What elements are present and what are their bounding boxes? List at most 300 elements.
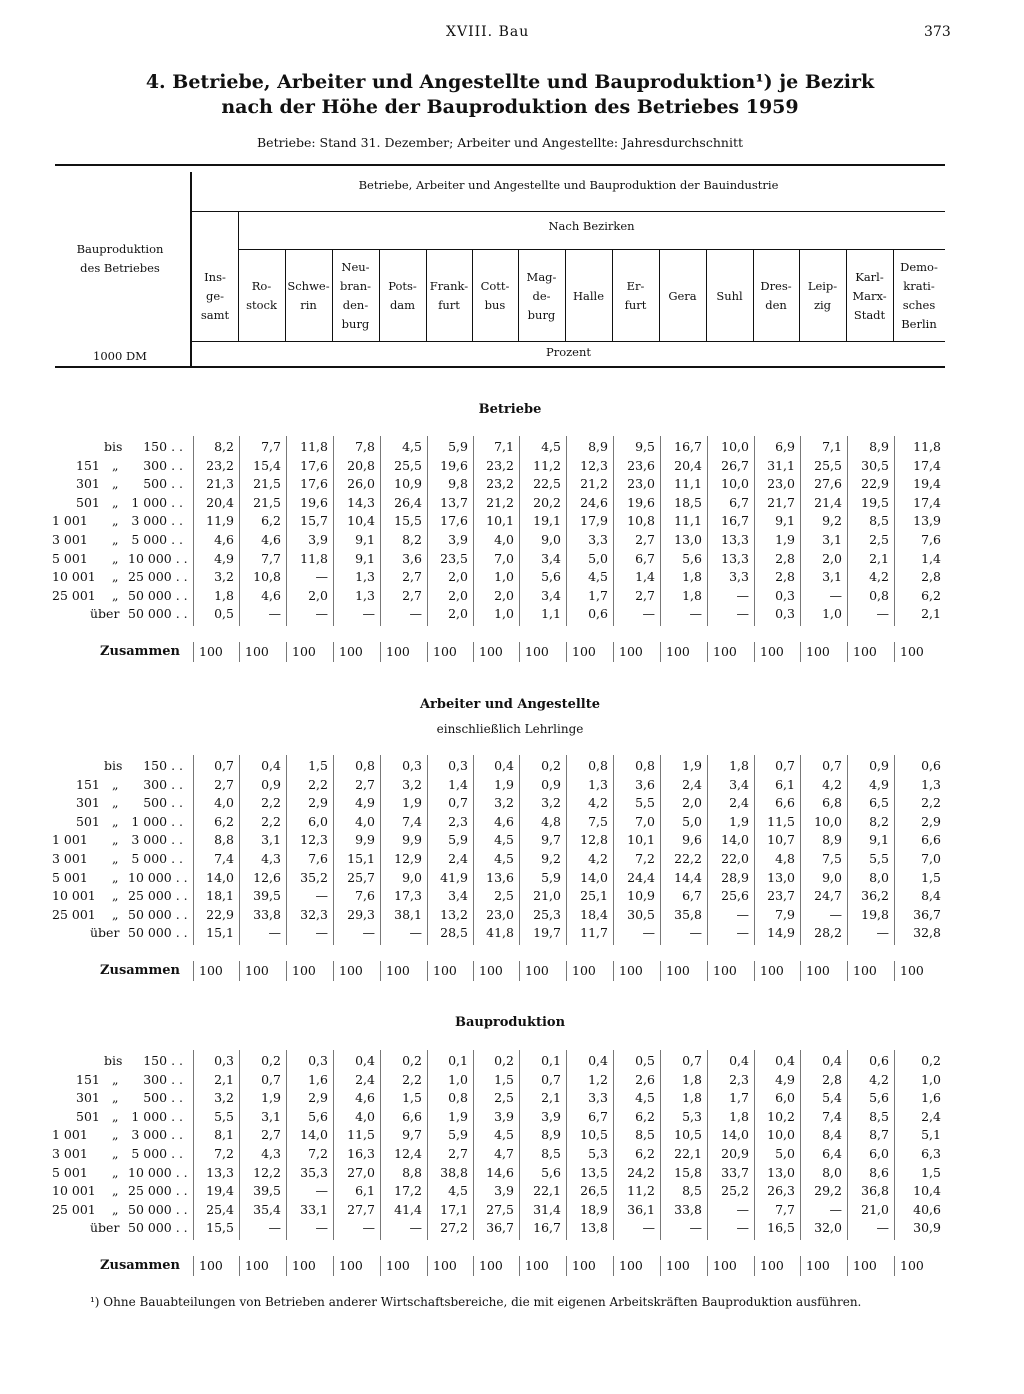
table-cell: 19,6 (627, 494, 655, 510)
section-column-guide (566, 436, 567, 626)
table-cell: 7,0 (494, 550, 514, 566)
table-cell: 8,0 (822, 1164, 842, 1180)
row-label-mid: „ (112, 1090, 119, 1106)
table-cell: 0,9 (541, 776, 561, 792)
table-cell: — (362, 925, 375, 941)
table-cell: 9,9 (355, 832, 375, 848)
table-cell: 2,5 (494, 888, 514, 904)
table-cell: 6,6 (921, 832, 941, 848)
total-column-guide (239, 961, 240, 981)
table-cell: 5,6 (308, 1108, 328, 1124)
table-cell: 24,6 (580, 494, 608, 510)
table-cell: 8,2 (214, 439, 234, 454)
section-column-guide (566, 755, 567, 945)
table-cell: 30,5 (627, 906, 655, 922)
table-cell: 35,8 (674, 906, 702, 922)
table-cell: — (736, 1220, 749, 1236)
table-cell: 8,8 (214, 832, 234, 848)
table-cell: 13,2 (440, 906, 468, 922)
table-cell: 17,2 (394, 1183, 422, 1199)
table-cell: 10,9 (627, 888, 655, 904)
table-cell: 7,4 (402, 813, 422, 829)
table-cell: 2,9 (308, 1090, 328, 1106)
total-column-guide (566, 1256, 567, 1276)
total-cell: 100 (245, 644, 269, 659)
total-cell: 100 (760, 1258, 784, 1273)
table-cell: — (409, 925, 422, 941)
total-column-guide (800, 642, 801, 662)
total-cell: 100 (292, 963, 316, 978)
column-header: Er- furt (624, 279, 647, 312)
table-cell: 41,8 (486, 925, 514, 941)
header-rule-group (192, 211, 945, 212)
table-cell: 11,5 (767, 813, 795, 829)
row-label-mid: „ (112, 1201, 119, 1217)
page-number: 373 (924, 24, 951, 40)
table-cell: 2,7 (635, 532, 655, 547)
row-label-to: 50 000 . . (128, 925, 188, 941)
table-cell: 22,1 (674, 1146, 702, 1161)
table-cell: 2,5 (869, 532, 889, 547)
row-label-mid: „ (112, 795, 119, 811)
table-cell: 27,5 (486, 1201, 514, 1217)
table-cell: 1,1 (541, 606, 561, 622)
table-cell: 27,7 (347, 1201, 375, 1217)
total-column-guide (800, 1256, 801, 1276)
table-cell: 19,1 (533, 513, 561, 529)
table-cell: 2,1 (921, 606, 941, 622)
table-cell: 0,4 (261, 758, 281, 773)
total-cell: 100 (433, 644, 457, 659)
total-cell: 100 (199, 644, 223, 659)
table-cell: 24,7 (814, 888, 842, 904)
table-cell: 2,3 (448, 813, 468, 829)
total-cell: 100 (760, 644, 784, 659)
table-cell: 0,2 (541, 758, 561, 773)
table-cell: 6,5 (869, 795, 889, 811)
table-cell: 6,0 (775, 1090, 795, 1106)
table-cell: 23,2 (486, 457, 514, 473)
table-cell: 17,3 (394, 888, 422, 904)
table-cell: 3,4 (448, 888, 468, 904)
table-cell: 3,4 (541, 550, 561, 566)
table-cell: 4,5 (541, 439, 561, 454)
table-cell: 16,7 (533, 1220, 561, 1236)
table-cell: 3,4 (541, 587, 561, 603)
table-cell: 1,3 (921, 776, 941, 792)
header-rule-bottom (55, 366, 945, 368)
table-cell: 3,2 (214, 569, 234, 585)
table-cell: 21,3 (206, 476, 234, 492)
row-label-to: 50 000 . . (128, 1201, 188, 1217)
stub-unit: 1000 DM (93, 349, 147, 363)
header-rule-districts (238, 249, 945, 250)
table-cell: 4,3 (261, 851, 281, 866)
table-cell: — (362, 606, 375, 622)
table-cell: — (736, 606, 749, 622)
table-cell: 36,1 (627, 1201, 655, 1217)
table-cell: 14,0 (721, 1127, 749, 1143)
table-cell: 4,6 (355, 1090, 375, 1106)
table-cell: 10,9 (394, 476, 422, 492)
table-cell: 1,0 (494, 606, 514, 622)
total-cell: 100 (433, 1258, 457, 1273)
table-cell: 25,5 (814, 457, 842, 473)
table-cell: 0,2 (402, 1053, 422, 1068)
table-cell: 1,5 (921, 1164, 941, 1180)
table-cell: 22,5 (533, 476, 561, 492)
table-cell: — (829, 906, 842, 922)
table-cell: 32,3 (300, 906, 328, 922)
table-cell: 26,3 (767, 1183, 795, 1199)
table-cell: 23,6 (627, 457, 655, 473)
row-label-mid: „ (112, 532, 119, 547)
table-cell: 13,5 (580, 1164, 608, 1180)
section-column-guide (380, 436, 381, 626)
table-cell: 0,7 (775, 758, 795, 773)
total-column-guide (333, 1256, 334, 1276)
total-cell: 100 (900, 1258, 924, 1273)
row-label-to: 3 000 . . (131, 513, 183, 529)
total-row-label: Zusammen (100, 1258, 180, 1273)
table-cell: 22,1 (533, 1183, 561, 1199)
header-rule-top (55, 164, 945, 166)
table-cell: 5,1 (921, 1127, 941, 1143)
table-cell: — (689, 925, 702, 941)
table-cell: — (689, 1220, 702, 1236)
table-cell: 11,8 (300, 439, 328, 454)
total-column-guide (754, 642, 755, 662)
table-cell: 5,9 (541, 869, 561, 885)
table-cell: — (876, 1220, 889, 1236)
total-column-guide (519, 642, 520, 662)
row-label-mid: über (90, 606, 120, 622)
total-cell: 100 (853, 1258, 877, 1273)
table-cell: 28,2 (814, 925, 842, 941)
total-column-guide (894, 961, 895, 981)
total-cell: 100 (713, 963, 737, 978)
table-cell: 0,8 (355, 758, 375, 773)
table-cell: 1,4 (448, 776, 468, 792)
row-label-to: 500 . . (143, 795, 183, 811)
table-cell: 0,9 (869, 758, 889, 773)
section-column-guide (894, 436, 895, 626)
table-cell: 38,8 (440, 1164, 468, 1180)
table-cell: 1,9 (448, 1108, 468, 1124)
table-cell: 12,6 (253, 869, 281, 885)
table-cell: 0,4 (822, 1053, 842, 1068)
table-cell: 0,1 (541, 1053, 561, 1068)
table-cell: 8,5 (541, 1146, 561, 1161)
table-cell: 13,6 (486, 869, 514, 885)
table-cell: 1,5 (308, 758, 328, 773)
total-column-guide (566, 961, 567, 981)
table-cell: 9,8 (448, 476, 468, 492)
table-cell: 26,7 (721, 457, 749, 473)
table-cell: 4,2 (588, 851, 608, 866)
table-cell: 7,8 (355, 439, 375, 454)
table-cell: 4,5 (588, 569, 608, 585)
section-column-guide (519, 436, 520, 626)
table-cell: 2,7 (355, 776, 375, 792)
table-cell: 4,5 (494, 851, 514, 866)
total-column-guide (380, 1256, 381, 1276)
total-column-guide (847, 1256, 848, 1276)
table-cell: 39,5 (253, 888, 281, 904)
table-cell: 13,9 (913, 513, 941, 529)
total-cell: 100 (479, 644, 503, 659)
table-cell: 7,7 (261, 439, 281, 454)
table-cell: 2,7 (214, 776, 234, 792)
table-cell: 3,9 (541, 1108, 561, 1124)
total-column-guide (613, 961, 614, 981)
table-cell: 2,2 (402, 1071, 422, 1087)
table-cell: 25,1 (580, 888, 608, 904)
table-cell: 0,2 (494, 1053, 514, 1068)
table-subtitle: Betriebe: Stand 31. Dezember; Arbeiter und Angestellte: Jahresdurchschnitt (257, 135, 743, 150)
row-label-from: 10 001 (52, 569, 96, 585)
row-label-mid: über (90, 925, 120, 941)
section-column-guide (380, 1050, 381, 1240)
section-column-guide (894, 1050, 895, 1240)
table-cell: 5,0 (682, 813, 702, 829)
table-cell: 23,0 (486, 906, 514, 922)
row-label-mid: „ (112, 457, 119, 473)
table-cell: 9,1 (869, 832, 889, 848)
total-column-guide (894, 1256, 895, 1276)
total-column-guide (754, 1256, 755, 1276)
table-cell: 1,9 (729, 813, 749, 829)
section-column-guide (333, 1050, 334, 1240)
row-label-mid: „ (112, 813, 119, 829)
table-cell: 4,5 (494, 832, 514, 848)
table-cell: 10,0 (721, 439, 749, 454)
table-cell: 2,9 (308, 795, 328, 811)
total-column-guide (707, 642, 708, 662)
total-column-guide (427, 961, 428, 981)
table-cell: 5,6 (682, 550, 702, 566)
table-cell: 6,7 (729, 494, 749, 510)
table-cell: 15,8 (674, 1164, 702, 1180)
table-cell: 0,6 (869, 1053, 889, 1068)
total-column-guide (660, 961, 661, 981)
table-cell: 5,0 (588, 550, 608, 566)
table-cell: 23,5 (440, 550, 468, 566)
table-cell: 7,2 (635, 851, 655, 866)
column-header: Ins- ge- samt (200, 269, 230, 322)
section-column-guide (707, 755, 708, 945)
row-label-to: 25 000 . . (128, 888, 188, 904)
table-cell: 7,5 (588, 813, 608, 829)
section-column-guide (847, 755, 848, 945)
table-cell: 2,2 (308, 776, 328, 792)
table-cell: 10,1 (627, 832, 655, 848)
table-cell: 15,5 (206, 1220, 234, 1236)
total-cell: 100 (339, 1258, 363, 1273)
table-cell: 2,2 (921, 795, 941, 811)
table-cell: 2,8 (775, 550, 795, 566)
column-header: Halle (572, 288, 605, 303)
table-cell: 4,0 (494, 532, 514, 547)
table-cell: 10,0 (721, 476, 749, 492)
table-cell: 21,7 (767, 494, 795, 510)
table-cell: 4,2 (822, 776, 842, 792)
table-cell: 4,0 (355, 813, 375, 829)
total-column-guide (660, 642, 661, 662)
table-cell: 8,9 (541, 1127, 561, 1143)
table-cell: 21,0 (533, 888, 561, 904)
table-cell: 13,3 (206, 1164, 234, 1180)
row-label-mid: „ (112, 832, 119, 848)
row-label-from: 151 (76, 457, 100, 473)
table-cell: 14,0 (580, 869, 608, 885)
table-cell: 0,2 (921, 1053, 941, 1068)
table-cell: 19,4 (913, 476, 941, 492)
table-cell: 2,1 (541, 1090, 561, 1106)
row-label-to: 10 000 . . (128, 869, 188, 885)
total-column-guide (380, 642, 381, 662)
table-cell: 25,2 (721, 1183, 749, 1199)
table-cell: 3,2 (214, 1090, 234, 1106)
table-cell: 6,2 (261, 513, 281, 529)
row-label-mid: „ (112, 513, 119, 529)
table-cell: 0,4 (355, 1053, 375, 1068)
table-cell: 9,2 (822, 513, 842, 529)
table-cell: 9,9 (402, 832, 422, 848)
table-cell: 0,7 (448, 795, 468, 811)
table-cell: 11,1 (674, 476, 702, 492)
table-cell: 5,5 (869, 851, 889, 866)
table-cell: 2,0 (682, 795, 702, 811)
total-column-guide (566, 642, 567, 662)
table-cell: 5,6 (541, 569, 561, 585)
table-cell: 1,8 (682, 1090, 702, 1106)
table-cell: 2,0 (308, 587, 328, 603)
section-column-guide (660, 436, 661, 626)
row-label-mid: „ (112, 1127, 119, 1143)
table-cell: 35,3 (300, 1164, 328, 1180)
total-cell: 100 (619, 1258, 643, 1273)
table-cell: 3,9 (494, 1183, 514, 1199)
table-cell: 6,8 (822, 795, 842, 811)
table-cell: 11,9 (206, 513, 234, 529)
table-cell: 13,3 (721, 550, 749, 566)
table-cell: 18,4 (580, 906, 608, 922)
table-cell: 6,7 (588, 1108, 608, 1124)
table-cell: 15,5 (394, 513, 422, 529)
table-cell: 33,8 (674, 1201, 702, 1217)
table-cell: 1,2 (588, 1071, 608, 1087)
table-cell: 29,3 (347, 906, 375, 922)
row-label-to: 300 . . (143, 1071, 183, 1087)
section-column-guide (847, 436, 848, 626)
total-column-guide (519, 961, 520, 981)
table-cell: 1,7 (729, 1090, 749, 1106)
table-cell: — (315, 1220, 328, 1236)
table-cell: 0,8 (635, 758, 655, 773)
table-cell: 0,6 (921, 758, 941, 773)
section-column-guide (800, 436, 801, 626)
table-cell: 33,8 (253, 906, 281, 922)
row-label-mid: „ (112, 569, 119, 585)
table-cell: 32,0 (814, 1220, 842, 1236)
row-label-from: 1 001 (52, 832, 88, 848)
table-cell: 2,1 (869, 550, 889, 566)
table-cell: 15,7 (300, 513, 328, 529)
table-cell: 6,1 (355, 1183, 375, 1199)
column-header: Ro- stock (246, 279, 277, 312)
row-label-from: 501 (76, 494, 100, 510)
table-cell: 0,7 (541, 1071, 561, 1087)
section-column-guide (566, 1050, 567, 1240)
column-header: Demo- krati- sches Berlin (900, 260, 938, 331)
total-column-guide (707, 1256, 708, 1276)
table-cell: 6,1 (775, 776, 795, 792)
total-cell: 100 (386, 963, 410, 978)
table-cell: 6,7 (682, 888, 702, 904)
table-cell: 9,0 (541, 532, 561, 547)
table-cell: 28,9 (721, 869, 749, 885)
table-cell: 19,6 (300, 494, 328, 510)
table-cell: 1,4 (921, 550, 941, 566)
table-cell: 21,5 (253, 494, 281, 510)
section-column-guide (707, 1050, 708, 1240)
table-cell: 2,7 (448, 1146, 468, 1161)
table-cell: 7,2 (308, 1146, 328, 1161)
row-label-to: 150 . . (143, 758, 183, 773)
table-cell: 32,8 (913, 925, 941, 941)
table-cell: 1,5 (921, 869, 941, 885)
row-label-mid: „ (112, 906, 119, 922)
total-column-guide (286, 961, 287, 981)
total-column-guide (286, 1256, 287, 1276)
table-cell: 8,5 (869, 513, 889, 529)
table-cell: 3,1 (261, 832, 281, 848)
total-column-guide (519, 1256, 520, 1276)
total-cell: 100 (339, 963, 363, 978)
column-header: Cott- bus (480, 279, 510, 312)
running-header-section: XVIII. Bau (446, 24, 530, 40)
table-cell: — (268, 1220, 281, 1236)
table-cell: 14,9 (767, 925, 795, 941)
table-cell: 6,6 (402, 1108, 422, 1124)
table-cell: 6,2 (635, 1146, 655, 1161)
table-cell: 20,2 (533, 494, 561, 510)
table-cell: 30,5 (861, 457, 889, 473)
table-cell: 11,1 (674, 513, 702, 529)
table-cell: 3,1 (822, 569, 842, 585)
table-cell: 4,9 (355, 795, 375, 811)
table-cell: 10,1 (486, 513, 514, 529)
total-column-guide (847, 961, 848, 981)
table-cell: 8,4 (921, 888, 941, 904)
total-cell: 100 (245, 1258, 269, 1273)
row-label-from: 501 (76, 813, 100, 829)
table-cell: 14,6 (486, 1164, 514, 1180)
header-rule-unit (192, 341, 945, 342)
table-cell: 2,8 (822, 1071, 842, 1087)
table-cell: 33,1 (300, 1201, 328, 1217)
table-cell: 12,8 (580, 832, 608, 848)
section-column-guide (613, 436, 614, 626)
table-cell: 18,5 (674, 494, 702, 510)
table-cell: 4,6 (261, 532, 281, 547)
table-cell: 19,7 (533, 925, 561, 941)
row-label-from: 25 001 (52, 587, 96, 603)
table-cell: 17,4 (913, 457, 941, 473)
table-cell: 0,3 (402, 758, 422, 773)
table-cell: 12,2 (253, 1164, 281, 1180)
